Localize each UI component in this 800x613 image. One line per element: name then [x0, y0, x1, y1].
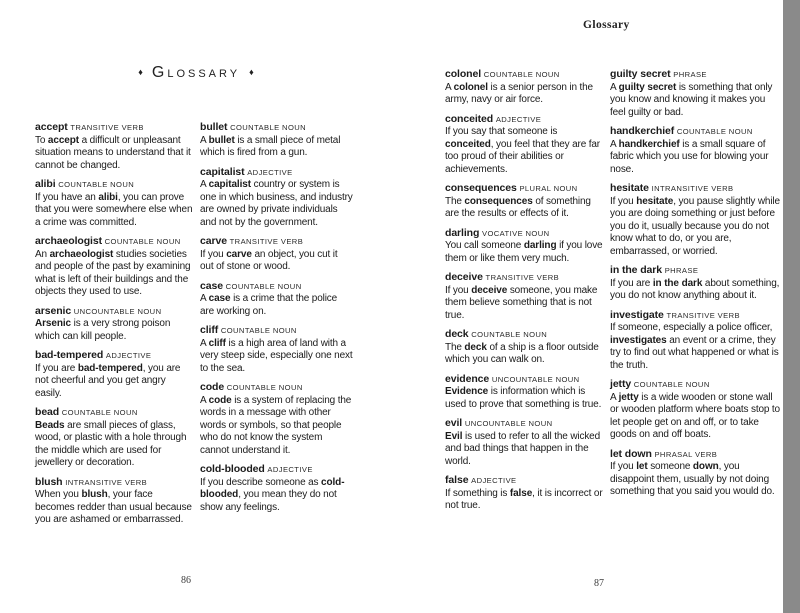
entry-headword-line	[610, 309, 780, 323]
entry-pos-label: ADJECTIVE	[267, 465, 313, 474]
entry-headword: jetty	[610, 378, 632, 390]
entry-headword: investigate	[610, 308, 664, 321]
glossary-entry	[610, 309, 780, 373]
entry-pos-label: TRANSITIVE VERB	[485, 273, 560, 282]
entry-pos-label: COUNTABLE NOUN	[483, 70, 560, 79]
entry-definition: If you deceive someone, you make them believe something that is not true.	[445, 284, 598, 321]
glossary-entry	[445, 68, 605, 107]
page-number-left: 86	[181, 575, 191, 586]
glossary-entry	[200, 121, 353, 160]
entry-pos-label: TRANSITIVE VERB	[229, 237, 304, 246]
entry-headword-line	[610, 182, 780, 196]
entry-headword: false	[445, 474, 469, 486]
entry-definition: Arsenic is a very strong poison which can kill people.	[35, 318, 171, 342]
entry-headword: accept	[35, 121, 68, 133]
entry-headword: bad-tempered	[35, 349, 104, 361]
entry-headword-line	[35, 178, 193, 192]
glossary-entry	[35, 406, 193, 470]
entry-pos-label: UNCOUNTABLE NOUN	[464, 419, 553, 428]
diamond-bullet-left-icon: ♦	[138, 67, 143, 77]
entry-headword-line	[610, 264, 780, 278]
entry-headword: deck	[445, 328, 469, 340]
entry-headword: bead	[35, 406, 60, 418]
entry-headword-line	[445, 227, 605, 241]
entry-definition: If you have an alibi, you can prove that you were somewhere else when a crime was committed.	[35, 191, 193, 228]
glossary-entry	[610, 125, 780, 176]
entry-definition: A bullet is a small piece of metal which is fired from a gun.	[200, 134, 341, 158]
glossary-entry	[200, 324, 353, 375]
entry-headword-line	[200, 463, 353, 477]
entry-headword: archaeologist	[35, 235, 102, 247]
entry-headword: capitalist	[200, 165, 245, 178]
glossary-entry	[610, 182, 780, 258]
entry-headword-line	[445, 417, 605, 431]
glossary-column-right-2	[610, 68, 780, 505]
entry-headword: conceited	[445, 112, 494, 125]
entry-definition: Beads are small pieces of glass, wood, or plastic with a hole through the middle which are used for jewellery or decoration.	[35, 419, 187, 468]
entry-definition: If you say that someone is conceited, you feel that they are far too proud of their abilities or achievements.	[445, 126, 600, 175]
entry-pos-label: ADJECTIVE	[471, 476, 517, 485]
page-number-right: 87	[594, 578, 604, 589]
entry-headword: carve	[200, 235, 227, 247]
entry-headword: deceive	[445, 271, 483, 283]
entry-definition: Evidence is information which is used to prove that something is true.	[445, 386, 602, 410]
entry-definition: To accept a difficult or unpleasant situation means to understand that it cannot be changed.	[35, 134, 191, 171]
entry-pos-label: TRANSITIVE VERB	[666, 310, 740, 320]
entry-definition: The deck of a ship is a floor outside which you can walk on.	[445, 341, 599, 365]
entry-headword: consequences	[445, 182, 517, 194]
entry-headword: blush	[35, 475, 63, 488]
entry-headword-line	[35, 121, 193, 135]
glossary-entry	[200, 166, 353, 230]
glossary-entry	[35, 305, 193, 344]
glossary-entry	[445, 417, 605, 468]
glossary-entry	[610, 264, 780, 303]
diamond-bullet-right-icon: ♦	[249, 67, 254, 77]
glossary-title	[35, 64, 357, 82]
entry-definition: A code is a system of replacing the words in a message with other words or symbols, so that people who do not know the system cannot understand it.	[200, 394, 352, 456]
entry-definition: If something is false, it is incorrect or not true.	[445, 487, 603, 511]
entry-headword: darling	[445, 226, 480, 239]
entry-definition: A colonel is a senior person in the army, navy or air force.	[445, 81, 593, 105]
entry-headword-line	[200, 280, 353, 294]
entry-pos-label: INTRANSITIVE VERB	[651, 184, 734, 193]
entry-pos-label: ADJECTIVE	[247, 167, 293, 177]
entry-headword-line	[35, 406, 193, 420]
glossary-entry	[445, 113, 605, 177]
entry-pos-label: COUNTABLE NOUN	[225, 281, 302, 291]
entry-pos-label: COUNTABLE NOUN	[633, 380, 710, 389]
entry-pos-label: TRANSITIVE VERB	[70, 123, 144, 132]
entry-definition: If someone, especially a police officer, investigates an event or a crime, they try to find out what happened or what is the truth.	[610, 322, 779, 371]
entry-headword: guilty secret	[610, 68, 671, 80]
entry-headword-line	[610, 448, 780, 462]
entry-headword-line	[445, 68, 605, 82]
entry-definition: Evil is used to refer to all the wicked and bad things that happen in the world.	[445, 430, 600, 467]
entry-headword-line	[200, 324, 353, 338]
glossary-entry	[200, 235, 353, 274]
entry-headword: let down	[610, 447, 652, 460]
entry-headword-line	[35, 476, 193, 490]
entry-headword-line	[610, 125, 780, 139]
glossary-entry	[445, 271, 605, 322]
glossary-entry	[445, 227, 605, 266]
running-head: Glossary	[583, 19, 630, 31]
glossary-entry	[200, 463, 353, 514]
glossary-entry	[35, 476, 193, 527]
glossary-entry	[445, 182, 605, 221]
entry-headword: arsenic	[35, 304, 72, 317]
entry-headword-line	[610, 378, 780, 392]
glossary-entry	[35, 235, 193, 299]
entry-definition: When you blush, your face becomes redder than usual because you are ashamed or embarrassed.	[35, 489, 192, 525]
glossary-column-left-2	[200, 121, 353, 520]
entry-headword: bullet	[200, 121, 228, 133]
entry-headword-line	[35, 349, 193, 363]
entry-definition: A cliff is a high area of land with a very steep side, especially one next to the sea.	[200, 337, 353, 374]
entry-definition: If you are bad-tempered, you are not cheerful and you get angry easily.	[35, 362, 181, 399]
entry-definition: A case is a crime that the police are working on.	[200, 293, 338, 317]
entry-definition: If you are in the dark about something, you do not know anything about it.	[610, 277, 780, 301]
glossary-entry	[610, 448, 780, 499]
entry-headword: cliff	[200, 324, 219, 336]
entry-pos-label: COUNTABLE NOUN	[104, 237, 181, 246]
entry-headword-line	[445, 113, 605, 127]
glossary-entry	[610, 68, 780, 119]
entry-definition: If you let someone down, you disappoint them, usually by not doing something that you said you would do.	[610, 461, 775, 497]
entry-pos-label: PHRASAL VERB	[654, 449, 718, 459]
entry-headword-line	[445, 373, 605, 387]
entry-headword-line	[445, 474, 605, 488]
entry-pos-label: COUNTABLE NOUN	[230, 123, 307, 132]
glossary-column-right-1	[445, 68, 605, 519]
entry-pos-label: ADJECTIVE	[105, 351, 152, 360]
entry-headword: hesitate	[610, 182, 649, 194]
glossary-entry	[200, 280, 353, 319]
glossary-title-text: Glossary	[151, 64, 241, 81]
entry-pos-label: COUNTABLE NOUN	[676, 127, 753, 136]
entry-headword: cold-blooded	[200, 463, 265, 475]
entry-pos-label: VOCATIVE NOUN	[482, 228, 550, 238]
entry-headword: alibi	[35, 178, 56, 190]
entry-definition: A capitalist country or system is one in which business, and industry are owned by private individuals and not by the government.	[200, 179, 353, 228]
entry-headword-line	[200, 381, 353, 395]
entry-headword: evidence	[445, 372, 490, 385]
entry-headword: case	[200, 279, 223, 292]
entry-pos-label: COUNTABLE NOUN	[61, 408, 138, 417]
entry-headword-line	[35, 235, 193, 249]
entry-pos-label: INTRANSITIVE VERB	[65, 477, 148, 487]
entry-pos-label: COUNTABLE NOUN	[220, 326, 297, 335]
entry-definition: A handkerchief is a small square of fabric which you use for blowing your nose.	[610, 138, 769, 175]
entry-definition: If you hesitate, you pause slightly while you are doing something or just before you do it, usually because you do not know what to do, or you are, embarrassed, or worried.	[610, 195, 780, 257]
entry-pos-label: ADJECTIVE	[495, 114, 542, 124]
entry-pos-label: PLURAL NOUN	[519, 184, 578, 193]
glossary-entry	[610, 378, 780, 442]
entry-headword: handkerchief	[610, 125, 675, 137]
entry-definition: If you describe someone as cold-blooded, you mean they do not show any feelings.	[200, 476, 345, 513]
entry-headword-line	[200, 166, 353, 180]
glossary-entry	[200, 381, 353, 457]
entry-headword: code	[200, 381, 225, 393]
entry-headword-line	[445, 271, 605, 285]
entry-pos-label: COUNTABLE NOUN	[226, 383, 303, 392]
scan-edge-shadow	[783, 0, 800, 613]
glossary-entry	[445, 373, 605, 412]
entry-headword-line	[445, 182, 605, 196]
entry-definition: A jetty is a wide wooden or stone wall or wooden platform where boats stop to let people get on and off, or to take goods on and off boats.	[610, 391, 780, 440]
glossary-entry	[35, 121, 193, 172]
glossary-entry	[445, 474, 605, 513]
entry-definition: You call someone darling if you love them or like them very much.	[445, 240, 603, 264]
entry-pos-label: PHRASE	[673, 70, 707, 79]
glossary-entry	[445, 328, 605, 367]
entry-headword-line	[200, 235, 353, 249]
entry-headword-line	[200, 121, 353, 135]
entry-headword-line	[35, 305, 193, 319]
glossary-column-left-1	[35, 121, 193, 533]
entry-pos-label: UNCOUNTABLE NOUN	[73, 306, 162, 316]
entry-pos-label: COUNTABLE NOUN	[471, 330, 548, 339]
glossary-entry	[35, 349, 193, 400]
entry-definition: If you carve an object, you cut it out of stone or wood.	[200, 248, 338, 272]
entry-pos-label: COUNTABLE NOUN	[58, 180, 135, 189]
entry-definition: The consequences of something are the results or effects of it.	[445, 195, 591, 219]
entry-pos-label: PHRASE	[664, 266, 699, 275]
entry-headword: colonel	[445, 68, 482, 80]
glossary-entry	[35, 178, 193, 229]
entry-pos-label: UNCOUNTABLE NOUN	[491, 374, 580, 384]
entry-headword-line	[610, 68, 780, 82]
entry-headword-line	[445, 328, 605, 342]
entry-headword: in the dark	[610, 264, 662, 276]
entry-headword: evil	[445, 417, 463, 429]
entry-definition: An archaeologist studies societies and people of the past by examining what is left of their buildings and the objects they used to use.	[35, 248, 191, 297]
entry-definition: A guilty secret is something that only you know and knowing it makes you feel guilty or bad.	[610, 81, 773, 118]
